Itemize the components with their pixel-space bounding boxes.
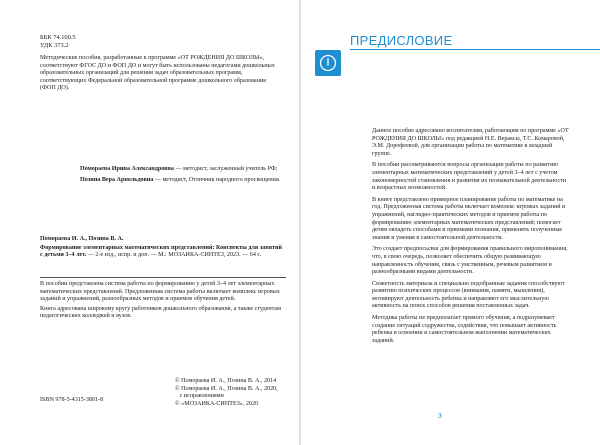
author-1-name: Помораева Ирина Александровна bbox=[80, 166, 174, 172]
biblio-title: Формирование элементарных математических представлений: Конспекты для занятий с детьми 3–4 лет. bbox=[40, 244, 283, 259]
preface-paragraph-4: Это создает предпосылки для формирования правильного миропонимания, что, в свою очередь, позволяет обеспечить общую развивающую направленность обучения, связь с умственным, речевым развитием и разнообразными видами деятельности. bbox=[372, 246, 568, 276]
page-title: ПРЕДИСЛОВИЕ bbox=[350, 33, 453, 48]
copyright-line-2: © Помораева И. А., Позина В. А., 2020, bbox=[175, 385, 278, 392]
preface-paragraph-3: В книге представлено примерное планирование работы по математике на год. Предложенная система работы включает комплекс игровых заданий и упражнений, наглядно-практических методов и приемов работы по формированию элементарных математических представлений; помогает детям овладеть способами и приемами познания, применять полученные знания и умения в самостоятельной деятельности. bbox=[372, 196, 566, 241]
preface-body bbox=[372, 128, 570, 349]
heading-underline bbox=[350, 49, 600, 50]
annotation-divider bbox=[40, 277, 286, 278]
author-2 bbox=[80, 177, 285, 185]
page-number: 3 bbox=[438, 413, 442, 420]
power-icon bbox=[315, 50, 341, 76]
chapter-badge bbox=[315, 50, 341, 76]
copyright-line-1: © Помораева И. А., Позина В. А., 2014 bbox=[175, 378, 277, 384]
bbk-udk-codes bbox=[40, 34, 76, 50]
biblio-description bbox=[40, 245, 285, 260]
annotation-paragraph-2: Книга адресована широкому кругу работников дошкольного образования, а также студентам педагогических колледжей и вузов. bbox=[40, 305, 281, 320]
preface-paragraph-2: В пособии рассматриваются вопросы организации работы по развитию элементарных математических представлений у детей 3–4 лет с учетом закономерностей становления и развития их познавательной деятельности и возрастных возможностей. bbox=[372, 162, 567, 192]
udk-code: УДК 373.2 bbox=[40, 41, 69, 49]
author-2-name: Позина Вера Арнольдовна bbox=[80, 176, 154, 183]
preface-paragraph-5: Сюжетность материала и специально подобранные задания способствуют развитию психических процессов (внимания, памяти, мышления), мотивируют деятельность ребенка и направляют его мыслительную активность на поиск способов решения поставленных задач. bbox=[372, 280, 565, 310]
bibliographic-record bbox=[40, 236, 285, 260]
annotation-paragraph-1: В пособии представлена система работы по формированию у детей 3–4 лет элементарных математических представлений. Предложенная система работы включает комплекс игровых заданий и упражнений, разнообразных методов и приемов обучения детей. bbox=[40, 281, 280, 303]
isbn: ISBN 978-5-4315-3801-8 bbox=[40, 397, 104, 403]
preface-paragraph-6: Методика работы не предполагает прямого обучения, а подразумевает создание ситуаций содружества, содействия, что повышает активность ребенка в освоении и самостоятельном выполнении математических заданий. bbox=[372, 315, 557, 344]
preface-paragraph-1: Данное пособие адресовано воспитателям, работающим по программе «ОТ РОЖДЕНИЯ ДО ШКОЛЫ» под редакцией Н.Е. Вераксы, Т.С. Комаровой, Э.М. Дорофеевой, для организации работы по математике в младшей группе. bbox=[372, 128, 569, 157]
copyright-line-4: © «МОЗАИКА-СИНТЕЗ», 2020 bbox=[175, 400, 259, 407]
intro-text: Методические пособия, разработанные к программе «ОТ РОЖДЕНИЯ ДО ШКОЛЫ», соответствуют ФГОС ДО и ФОП ДО и могут быть использованы педагогами дошкольных образовательных организаций для решения задач образовательных программ, соответствующих Федеральной образовательной программе дошкольного образования (ФОП ДО). bbox=[40, 55, 275, 92]
copyright-block bbox=[175, 378, 295, 408]
biblio-authors: Помораева И. А., Позина В. А. bbox=[40, 236, 124, 242]
annotation bbox=[40, 281, 285, 323]
authors-block bbox=[80, 166, 285, 187]
author-1 bbox=[80, 166, 285, 174]
author-1-desc: — методист, заслуженный учитель РФ; bbox=[173, 166, 278, 172]
author-2-desc: — методист, Отличник народного просвещения. bbox=[153, 176, 281, 183]
copyright-line-3: с исправлениями bbox=[175, 393, 224, 400]
bbk-code: ББК 74.100.5 bbox=[40, 34, 76, 41]
biblio-edition: — 2-е изд., испр. и доп. — М.: МОЗАИКА-СИНТЕЗ, 2023. — 64 с. bbox=[86, 252, 262, 259]
